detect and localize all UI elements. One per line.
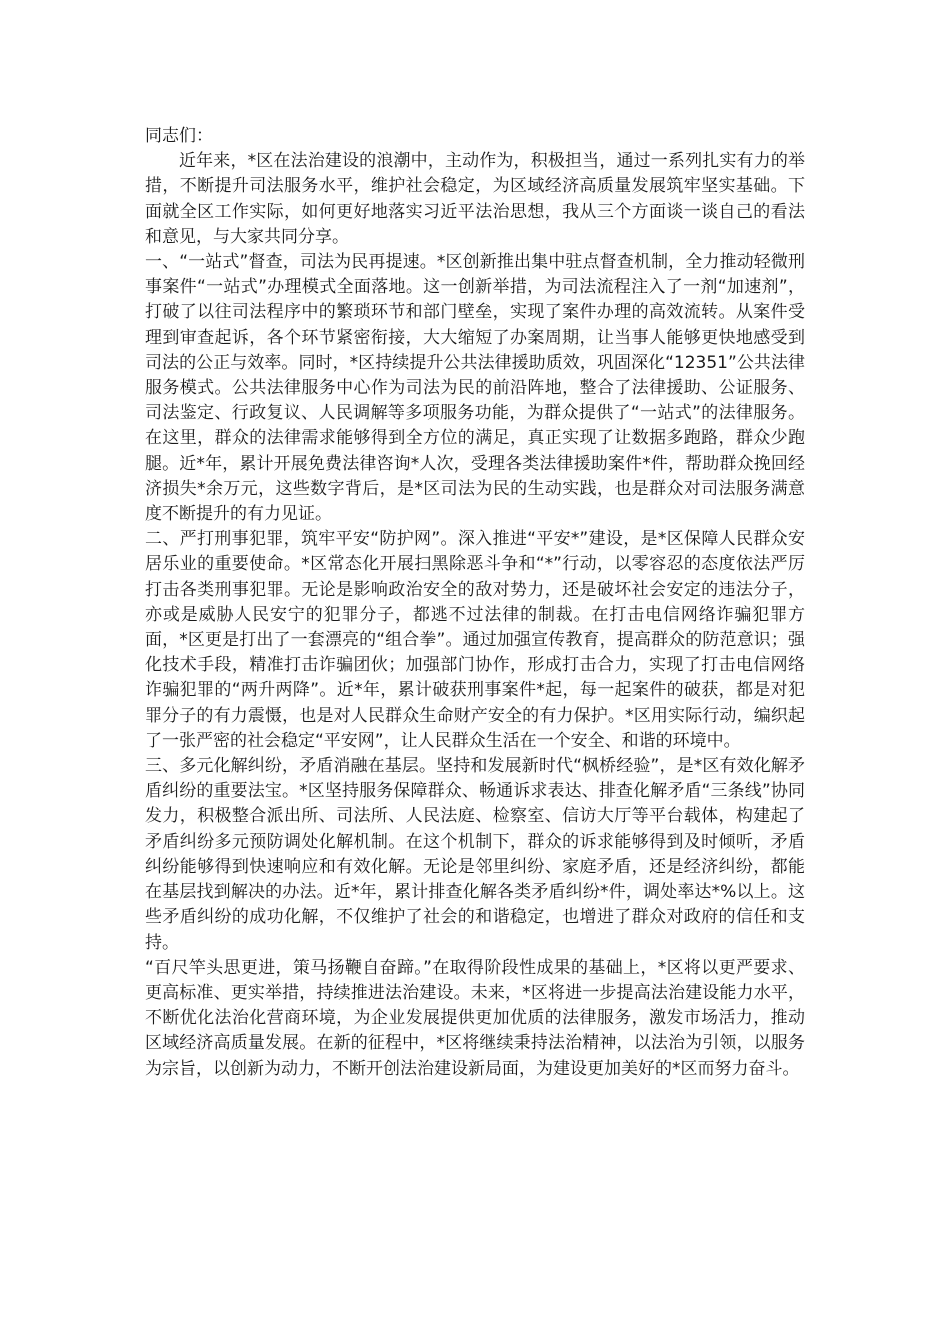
section-three-paragraph: 三、多元化解纠纷，矛盾消融在基层。坚持和发展新时代“枫桥经验”，是*区有效化解矛盾纠纷的重要法宝。*区坚持服务保障群众、畅通诉求表达、排查化解矛盾“三条线”协同发力，积极整合派出所、司法所、人民法庭、检察室、信访大厅等平台载体，构建起了矛盾纠纷多元预防调处化解机制。在这个机制下，群众的诉求能够得到及时倾听，矛盾纠纷能够得到快速响应和有效化解。无论是邻里纠纷、家庭矛盾，还是经济纠纷，都能在基层找到解决的办法。近*年，累计排查化解各类矛盾纠纷*件，调处率达*%以上。这些矛盾纠纷的成功化解，不仅维护了社会的和谐稳定，也增进了群众对政府的信任和支持。 <box>145 756 805 953</box>
intro-paragraph: 近年来，*区在法治建设的浪潮中，主动作为，积极担当，通过一系列扎实有力的举措，不断提升司法服务水平，维护社会稳定，为区域经济高质量发展筑牢坚实基础。下面就全区工作实际，如何更好地落实习近平法治思想，我从三个方面谈一谈自己的看法和意见，与大家共同分享。 <box>145 151 805 247</box>
closing-paragraph: “百尺竿头思更进，策马扬鞭自奋蹄。”在取得阶段性成果的基础上，*区将以更严要求、更高标准、更实举措，持续推进法治建设。未来，*区将进一步提高法治建设能力水平，不断优化法治化营商环境，为企业发展提供更加优质的法律服务，激发市场活力，推动区域经济高质量发展。在新的征程中，*区将继续秉持法治精神，以法治为引领，以服务为宗旨，以创新为动力，不断开创法治建设新局面，为建设更加美好的*区而努力奋斗。 <box>145 957 805 1079</box>
section-one-paragraph: 一、“一站式”督查，司法为民再提速。*区创新推出集中驻点督查机制，全力推动轻微刑事案件“一站式”办理模式全面落地。这一创新举措，为司法流程注入了一剂“加速剂”，打破了以往司法程序中的繁琐环节和部门壁垒，实现了案件办理的高效流转。从案件受理到审查起诉，各个环节紧密衔接，大大缩短了办案周期，让当事人能够更快地感受到司法的公正与效率。同时，*区持续提升公共法律援助质效，巩固深化“12351”公共法律服务模式。公共法律服务中心作为司法为民的前沿阵地，整合了法律援助、公证服务、司法鉴定、行政复议、人民调解等多项服务功能，为群众提供了“一站式”的法律服务。在这里，群众的法律需求能够得到全方位的满足，真正实现了让数据多跑路，群众少跑腿。近*年，累计开展免费法律咨询*人次，受理各类法律援助案件*件，帮助群众挽回经济损失*余万元，这些数字背后，是*区司法为民的生动实践，也是群众对司法服务满意度不断提升的有力见证。 <box>145 252 805 525</box>
speech-document <box>145 124 805 1082</box>
salutation: 同志们： <box>145 126 213 146</box>
section-two-paragraph: 二、严打刑事犯罪，筑牢平安“防护网”。深入推进“平安*”建设，是*区保障人民群众安居乐业的重要使命。*区常态化开展扫黑除恶斗争和“*”行动，以零容忍的态度依法严厉打击各类刑事犯罪。无论是影响政治安全的敌对势力，还是破坏社会安定的违法分子，亦或是威胁人民安宁的犯罪分子，都逃不过法律的制裁。在打击电信网络诈骗犯罪方面，*区更是打出了一套漂亮的“组合拳”。通过加强宣传教育，提高群众的防范意识；强化技术手段，精准打击诈骗团伙；加强部门协作，形成打击合力，实现了打击电信网络诈骗犯罪的“两升两降”。近*年，累计破获刑事案件*起，每一起案件的破获，都是对犯罪分子的有力震慑，也是对人民群众生命财产安全的有力保护。*区用实际行动，编织起了一张严密的社会稳定“平安网”，让人民群众生活在一个安全、和谐的环境中。 <box>145 529 805 751</box>
